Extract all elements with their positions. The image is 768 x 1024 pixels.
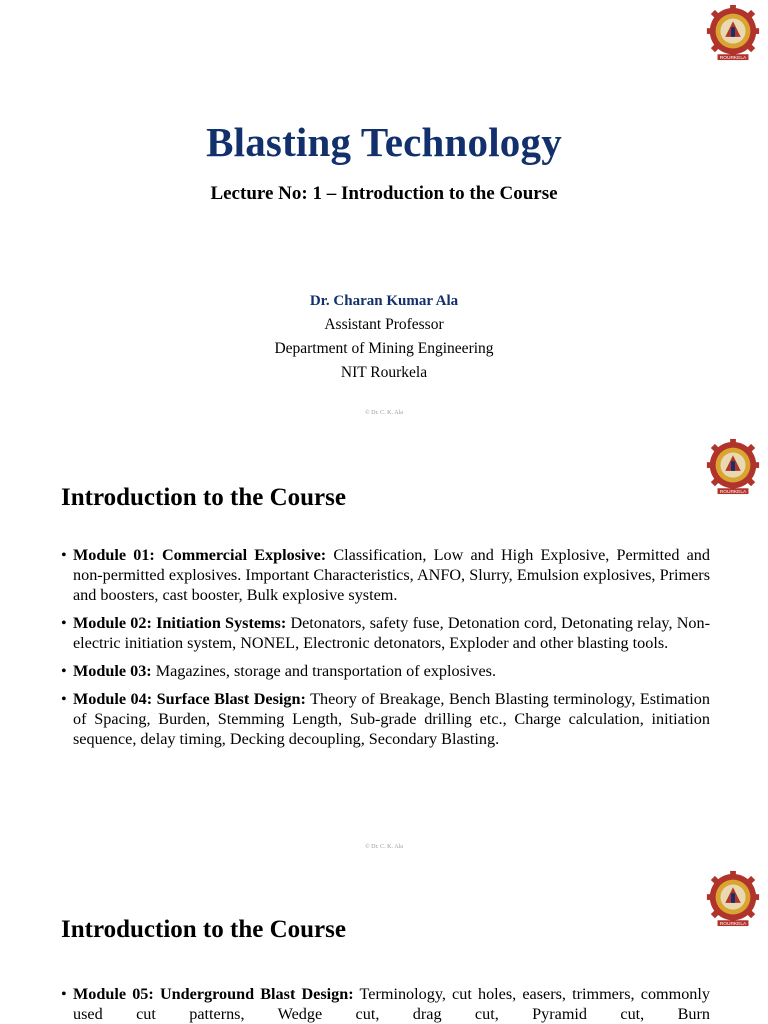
nit-rourkela-logo — [704, 438, 762, 496]
nit-rourkela-logo — [704, 4, 762, 62]
module-description: Classification, Low and High Explosive, Permitted and non-permitted explosives. Important Characteristics, ANFO, Slurry, Emulsion explosives, Primers and boosters, cast booster, Bulk explosive system. — [73, 546, 710, 604]
nit-rourkela-logo — [704, 870, 762, 928]
slide-heading: Introduction to the Course — [61, 484, 346, 511]
module-label: Module 03: — [73, 662, 152, 680]
author-department: Department of Mining Engineering — [274, 340, 494, 357]
logo-caption: ROURKELA — [719, 56, 747, 62]
author-institute: NIT Rourkela — [340, 364, 428, 381]
title-slide — [0, 0, 768, 432]
presentation-title: Blasting Technology — [206, 119, 562, 165]
module-label: Module 05: Underground Blast Design: — [73, 985, 354, 1003]
course-intro-slide — [0, 432, 768, 864]
copyright-watermark: © Dr. C. K. Ala — [365, 844, 403, 850]
module-item — [61, 613, 710, 653]
logo-caption: ROURKELA — [719, 922, 747, 928]
module-description: Magazines, storage and transportation of explosives. — [151, 662, 497, 680]
module-label: Module 04: Surface Blast Design: — [73, 690, 306, 708]
module-item — [61, 984, 710, 1024]
module-list — [61, 545, 710, 757]
module-label: Module 02: Initiation Systems: — [73, 614, 287, 632]
module-item — [61, 689, 710, 749]
module-item — [61, 545, 710, 605]
module-label: Module 01: Commercial Explosive: — [73, 546, 327, 564]
slide-heading: Introduction to the Course — [61, 916, 346, 943]
copyright-watermark: © Dr. C. K. Ala — [365, 410, 403, 416]
course-intro-slide-continued — [0, 864, 768, 1024]
author-position: Assistant Professor — [324, 316, 444, 333]
module-item — [61, 661, 710, 681]
author-name: Dr. Charan Kumar Ala — [309, 293, 459, 309]
module-description: Terminology, cut holes, easers, trimmers, commonly used cut patterns, Wedge cut, drag cut, Pyramid cut, Burn — [73, 985, 710, 1023]
lecture-subtitle: Lecture No: 1 – Introduction to the Course — [210, 183, 558, 204]
module-list — [61, 984, 710, 1024]
module-description: Detonators, safety fuse, Detonation cord, Detonating relay, Non-electric initiation system, NONEL, Electronic detonators, Exploder and other blasting tools. — [73, 614, 710, 652]
module-description: Theory of Breakage, Bench Blasting terminology, Estimation of Spacing, Burden, Stemming Length, Sub-grade drilling etc., Charge calculation, initiation sequence, delay timing, Decking decoupling, Secondary Blasting. — [73, 690, 710, 748]
logo-caption: ROURKELA — [719, 490, 747, 496]
